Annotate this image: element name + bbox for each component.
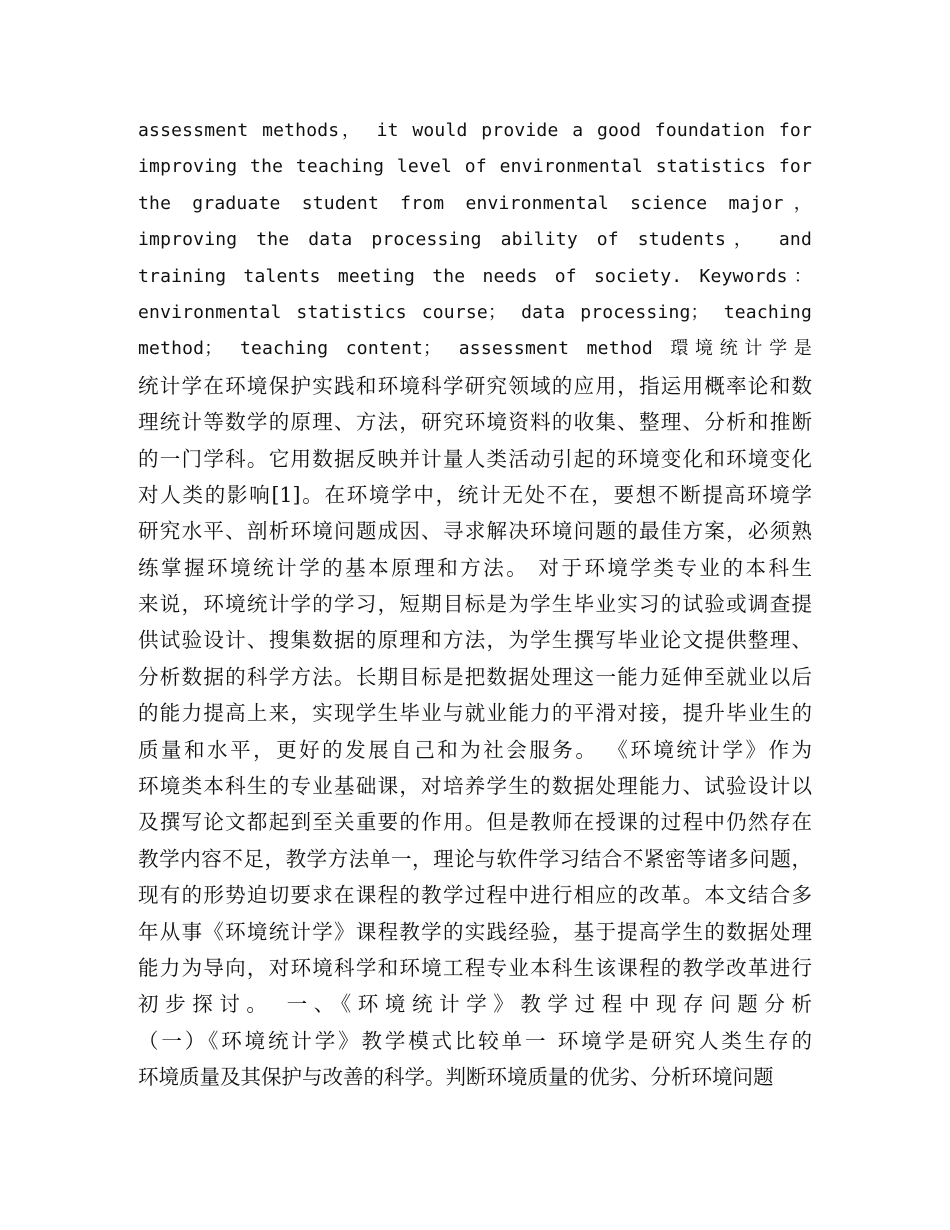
text-line: 练掌握环境统计学的基本原理和方法。 对于环境学类专业的本科生 [138,555,812,580]
text-line: 对人类的影响[1]。在环境学中，统计无处不在，要想不断提高环境学 [138,482,812,507]
text-line: 的一门学科。它用数据反映并计量人类活动引起的环境变化和环境变化 [138,446,812,471]
text-line: improving the teaching level of environmental statistics for [138,156,812,178]
text-line: environmental statistics course； data processing； teaching [138,301,812,323]
body-text [138,113,812,1096]
text-line: 环境质量及其保护与改善的科学。判断环境质量的优劣、分析环境问题 [138,1065,774,1090]
text-line: 的能力提高上来，实现学生毕业与就业能力的平滑对接，提升毕业生的 [138,701,812,726]
text-line: 初步探讨。 一、《环境统计学》教学过程中现存问题分析 [138,992,812,1017]
text-line: 理统计等数学的原理、方法，研究环境资料的收集、整理、分析和推断 [138,410,812,435]
text-line: 及撰写论文都起到至关重要的作用。但是教师在授课的过程中仍然存在 [138,810,812,835]
text-line: 能力为导向，对环境科学和环境工程专业本科生该课程的教学改革进行 [138,955,812,980]
text-line: 现有的形势迫切要求在课程的教学过程中进行相应的改革。本文结合多 [138,883,812,908]
text-line: 统计学在环境保护实践和环境科学研究领域的应用，指运用概率论和数 [138,373,812,398]
text-line: training talents meeting the needs of society. Keywords： [138,265,812,287]
text-line: 研究水平、剖析环境问题成因、寻求解决环境问题的最佳方案，必须熟 [138,519,812,544]
text-line: 来说，环境统计学的学习，短期目标是为学生毕业实习的试验或调查提 [138,592,812,617]
text-line: the graduate student from environmental science major， [138,192,812,214]
text-line: 环境类本科生的专业基础课，对培养学生的数据处理能力、试验设计以 [138,774,812,799]
text-line: 教学内容不足，教学方法单一，理论与软件学习结合不紧密等诸多问题， [138,846,812,871]
text-line: improving the data processing ability of students， and [138,229,812,251]
text-line: assessment methods， it would provide a good foundation for [138,120,812,141]
text-line: 供试验设计、搜集数据的原理和方法，为学生撰写毕业论文提供整理、 [138,628,812,653]
text-line: 分析数据的科学方法。长期目标是把数据处理这一能力延伸至就业以后 [138,664,812,689]
text-line: 年从事《环境统计学》课程教学的实践经验，基于提高学生的数据处理 [138,919,812,944]
text-line: method； teaching content； assessment method 環境统计学是 [138,338,812,360]
text-line: 质量和水平，更好的发展自己和为社会服务。 《环境统计学》作为 [138,737,812,762]
text-line: （一）《环境统计学》教学模式比较单一 环境学是研究人类生存的 [138,1028,812,1053]
